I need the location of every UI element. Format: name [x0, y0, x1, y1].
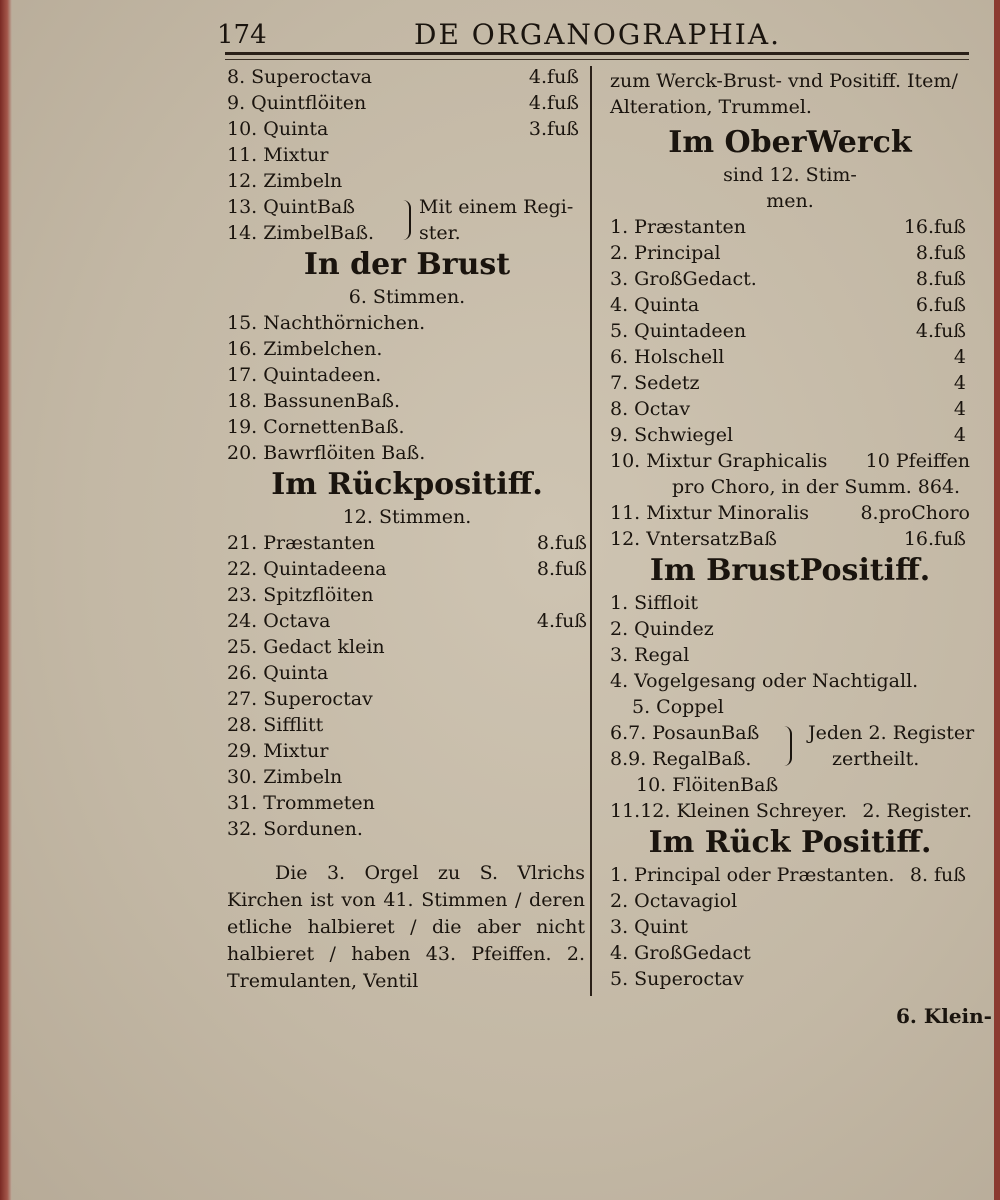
list-item: 7. Sedetz 4	[610, 372, 966, 394]
list-item: 12. Zimbeln	[227, 170, 343, 192]
list-item: 5. Quintadeen 4.fuß	[610, 320, 966, 342]
list-item: 32. Sordunen.	[227, 818, 363, 840]
intro-line: Alteration, Trummel.	[610, 96, 812, 118]
list-item: 3. GroßGedact. 8.fuß	[610, 268, 966, 290]
list-item: 8. Superoctava 4.fuß	[227, 66, 579, 88]
section-count: sind 12. Stim-	[723, 164, 857, 186]
section-count: men.	[766, 190, 814, 212]
intro-line: zum Werck-Brust- vnd Positiff. Item/	[610, 70, 958, 92]
section-heading: Im Rückpositiff.	[271, 467, 543, 502]
list-item: 26. Quinta	[227, 662, 329, 684]
list-item: 23. Spitzflöiten	[227, 584, 374, 606]
list-item: 1. Præstanten 16.fuß	[610, 216, 966, 238]
section-heading: Im Rück Positiff.	[648, 825, 932, 860]
list-item: 2. Principal 8.fuß	[610, 242, 966, 264]
list-item: 3. Quint	[610, 916, 688, 938]
list-item: 11. Mixtur Minoralis 8.proChoro	[610, 502, 970, 524]
list-item: 31. Trommeten	[227, 792, 375, 814]
left-column	[227, 64, 587, 995]
list-item: 2. Quindez	[610, 618, 714, 640]
list-item: 30. Zimbeln	[227, 766, 343, 788]
list-item: 27. Superoctav	[227, 688, 373, 710]
list-item: 16. Zimbelchen.	[227, 338, 383, 360]
running-title: DE ORGANOGRAPHIA.	[414, 18, 781, 51]
section-heading: Im OberWerck	[668, 125, 912, 160]
right-column	[610, 68, 975, 992]
book-page	[12, 0, 994, 1200]
list-item: 11. Mixtur	[227, 144, 329, 166]
section-heading: In der Brust	[303, 247, 511, 282]
list-item: 6. Holschell 4	[610, 346, 966, 368]
list-item: 9. Quintflöiten 4.fuß	[227, 92, 579, 114]
list-item: 12. VntersatzBaß 16.fuß	[610, 528, 966, 550]
list-item: 1. Principal oder Præstanten. 8. fuß	[610, 864, 966, 886]
braced-group	[227, 194, 587, 246]
list-item: 21. Præstanten 8.fuß	[227, 532, 587, 554]
list-item: 8. Octav 4	[610, 398, 966, 420]
list-item: 22. Quintadeena 8.fuß	[227, 558, 587, 580]
list-item: 4. Quinta 6.fuß	[610, 294, 966, 316]
list-item: 14. ZimbelBaß. ster.	[227, 222, 461, 244]
list-item: 15. Nachthörnichen.	[227, 312, 426, 334]
list-item: 8.9. RegalBaß. zertheilt.	[610, 748, 920, 770]
braced-group	[610, 720, 975, 772]
list-item: 13. QuintBaß Mit einem Regi-	[227, 196, 574, 218]
list-item: 11.12. Kleinen Schreyer. 2. Register.	[610, 800, 972, 822]
list-item-continued: pro Choro, in der Summ. 864.	[672, 476, 961, 498]
page-edge-right	[994, 0, 1000, 1200]
list-item: 4. GroßGedact	[610, 942, 751, 964]
list-item: 24. Octava 4.fuß	[227, 610, 587, 632]
list-item: 19. CornettenBaß.	[227, 416, 405, 438]
list-item: 10. FlöitenBaß	[636, 774, 779, 796]
paragraph-text: Die 3. Orgel zu S. Vlrichs Kirchen ist von 41. Stimmen / deren etliche halbieret / die aber nicht halbieret / haben 43. Pfeiffen. 2. Tremulanten, Ventil	[227, 862, 585, 992]
list-item: 29. Mixtur	[227, 740, 329, 762]
catchword: 6. Klein-	[896, 1004, 992, 1028]
brace	[401, 200, 411, 240]
list-item: 6.7. PosaunBaß Jeden 2. Register	[610, 722, 975, 744]
list-item: 18. BassunenBaß.	[227, 390, 401, 412]
column-divider	[590, 66, 592, 996]
brace	[782, 726, 792, 766]
list-item: 1. Siffloit	[610, 592, 698, 614]
page-edge-left	[0, 0, 12, 1200]
list-item: 17. Quintadeen.	[227, 364, 382, 386]
list-item: 9. Schwiegel 4	[610, 424, 966, 446]
list-item: 4. Vogelgesang oder Nachtigall.	[610, 670, 919, 692]
list-item: 25. Gedact klein	[227, 636, 385, 658]
header-rule-thin	[225, 59, 969, 60]
list-item: 5. Coppel	[632, 696, 724, 718]
list-item: 28. Sifflitt	[227, 714, 324, 736]
section-count: 12. Stimmen.	[342, 506, 472, 528]
list-item: 3. Regal	[610, 644, 690, 666]
header-rule	[225, 52, 969, 55]
page-number: 174	[217, 20, 267, 50]
list-item: 10. Mixtur Graphicalis 10 Pfeiffen	[610, 450, 970, 472]
list-item: 5. Superoctav	[610, 968, 744, 990]
list-item: 10. Quinta 3.fuß	[227, 118, 579, 140]
list-item: 20. Bawrflöiten Baß.	[227, 442, 426, 464]
list-item: 2. Octavagiol	[610, 890, 738, 912]
section-count: 6. Stimmen.	[348, 286, 466, 308]
section-heading: Im BrustPositiff.	[649, 553, 931, 588]
